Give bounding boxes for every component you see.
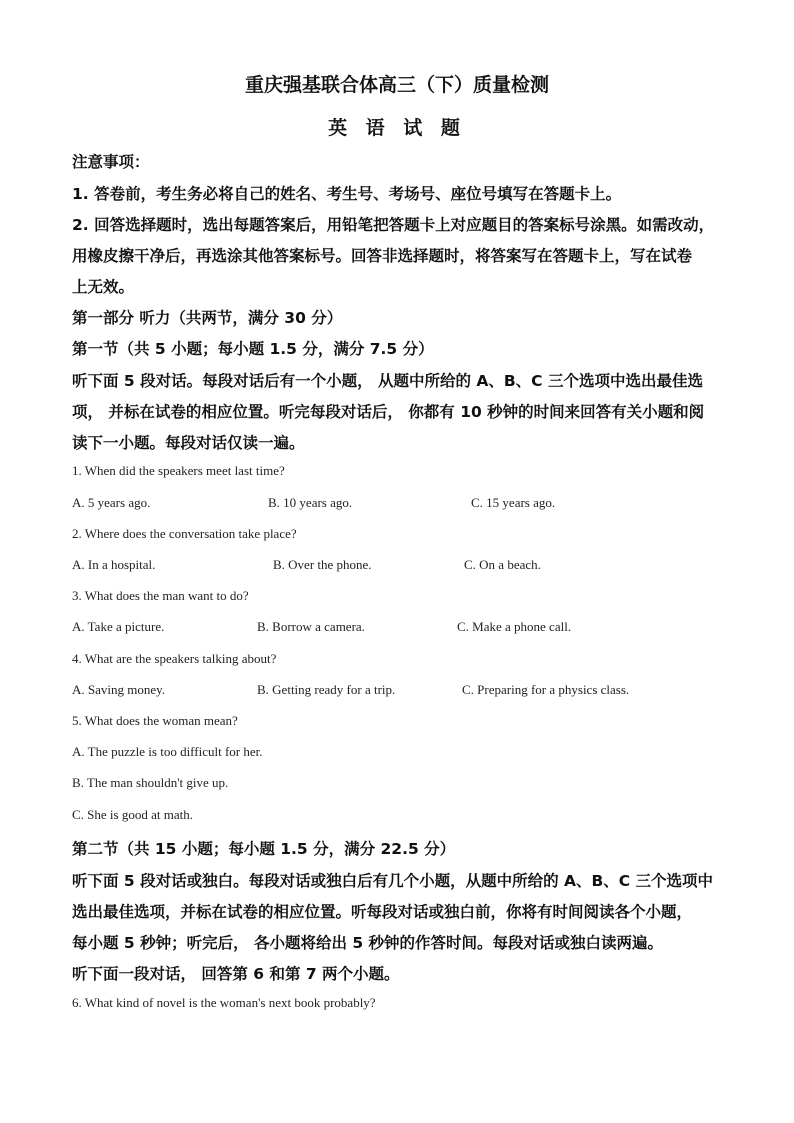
- section1-instruction-line-3: 读下一小题。每段对话仅读一遍。: [72, 434, 305, 452]
- question-3-option-c: C. Make a phone call.: [457, 619, 572, 634]
- question-2: 2. Where does the conversation take place?: [72, 526, 297, 541]
- question-2-option-b: B. Over the phone.: [273, 557, 372, 572]
- notice-item-2-line-3: 上无效。: [72, 278, 135, 296]
- question-4-option-c: C. Preparing for a physics class.: [462, 682, 630, 697]
- question-3-option-b: B. Borrow a camera.: [257, 619, 365, 634]
- question-3: 3. What does the man want to do?: [72, 588, 249, 603]
- section1-heading: 第一节（共 5 小题；每小题 1.5 分，满分 7.5 分）: [72, 340, 434, 358]
- part1-heading: 第一部分 听力（共两节，满分 30 分）: [72, 309, 343, 327]
- question-1: 1. When did the speakers meet last time?: [72, 463, 285, 478]
- section2-sub-instruction: 听下面一段对话， 回答第 6 和第 7 两个小题。: [72, 965, 400, 983]
- notice-heading: 注意事项：: [72, 153, 150, 171]
- section2-instruction-line-3: 每小题 5 秒钟；听完后， 各小题将给出 5 秒钟的作答时间。每段对话或独白读两遍。: [72, 934, 664, 952]
- section2-instruction-line-1: 听下面 5 段对话或独白。每段对话或独白后有几个小题，从题中所给的 A、B、C 三个选项中: [72, 872, 714, 890]
- question-4-option-a: A. Saving money.: [72, 682, 166, 697]
- section1-instruction-line-1: 听下面 5 段对话。每段对话后有一个小题， 从题中所给的 A、B、C 三个选项中选出最佳选: [72, 372, 703, 390]
- question-1-option-b: B. 10 years ago.: [268, 495, 353, 510]
- section2-instruction-line-2: 选出最佳选项，并标在试卷的相应位置。听每段对话或独白前，你将有时间阅读各个小题，: [72, 903, 693, 921]
- question-1-option-a: A. 5 years ago.: [72, 495, 151, 510]
- question-2-option-a: A. In a hospital.: [72, 557, 156, 572]
- question-4-option-b: B. Getting ready for a trip.: [257, 682, 396, 697]
- question-5-option-c: C. She is good at math.: [72, 807, 193, 822]
- question-5: 5. What does the woman mean?: [72, 713, 238, 728]
- page-subtitle: 英 语 试 题: [328, 117, 466, 139]
- question-5-option-a: A. The puzzle is too difficult for her.: [72, 744, 263, 759]
- question-3-option-a: A. Take a picture.: [72, 619, 165, 634]
- section2-heading: 第二节（共 15 小题；每小题 1.5 分，满分 22.5 分）: [72, 840, 456, 858]
- section1-instruction-line-2: 项， 并标在试卷的相应位置。听完每段对话后， 你都有 10 秒钟的时间来回答有关小题和阅: [72, 403, 705, 421]
- notice-item-1: 1. 答卷前，考生务必将自己的姓名、考生号、考场号、座位号填写在答题卡上。: [72, 185, 622, 203]
- question-5-option-b: B. The man shouldn't give up.: [72, 775, 229, 790]
- question-4: 4. What are the speakers talking about?: [72, 651, 277, 666]
- question-1-option-c: C. 15 years ago.: [471, 495, 556, 510]
- notice-item-2-line-1: 2. 回答选择题时，选出每题答案后，用铅笔把答题卡上对应题目的答案标号涂黑。如需改动，: [72, 216, 715, 234]
- question-6: 6. What kind of novel is the woman's next book probably?: [72, 995, 376, 1010]
- page-title: 重庆强基联合体高三（下）质量检测: [244, 74, 549, 96]
- question-2-option-c: C. On a beach.: [464, 557, 541, 572]
- notice-item-2-line-2: 用橡皮擦干净后，再选涂其他答案标号。回答非选择题时，将答案写在答题卡上，写在试卷: [72, 247, 693, 265]
